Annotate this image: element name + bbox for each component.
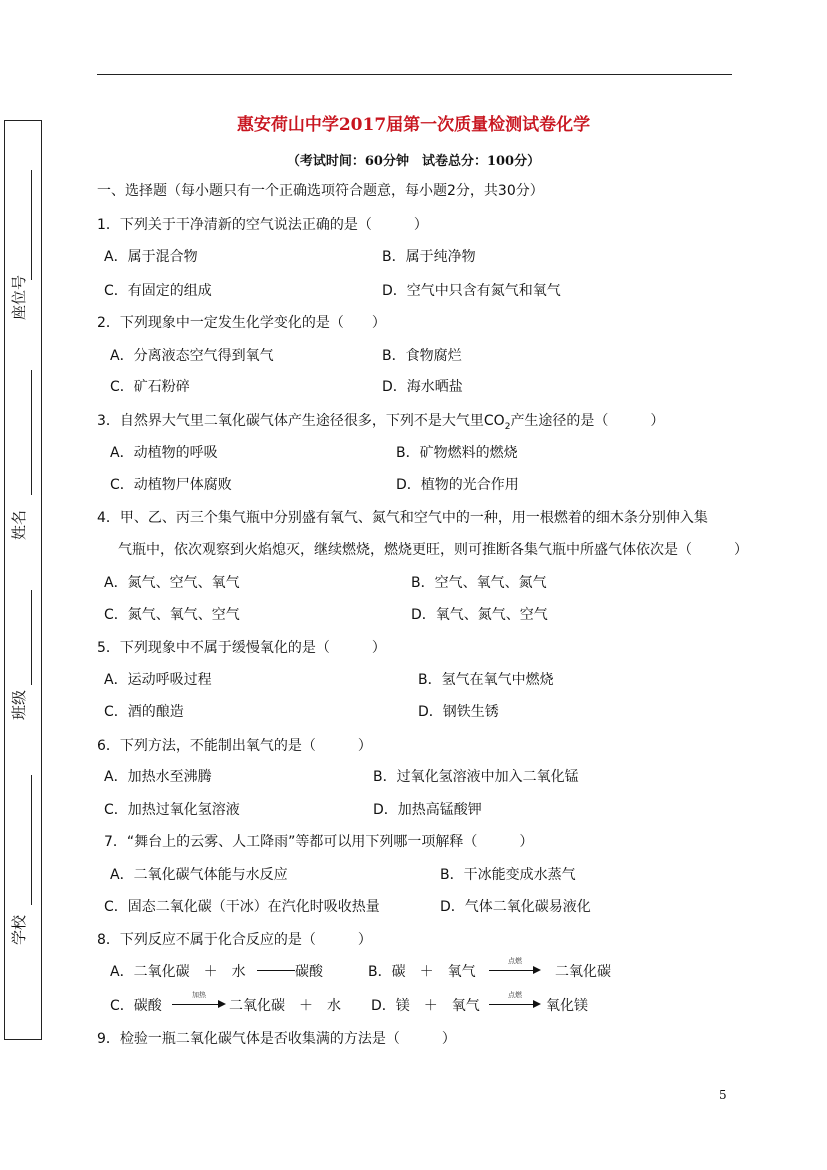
q5-option-b: B．氢气在氧气中燃烧: [418, 672, 554, 688]
q8-option-a-product: 碳酸: [295, 964, 323, 980]
q6-option-d: D．加热高锰酸钾: [373, 802, 482, 818]
section-heading: 一、选择题（每小题只有一个正确选项符合题意，每小题2分，共30分）: [97, 183, 544, 199]
page-number: 5: [719, 1088, 727, 1102]
question-4-continued: 气瓶中，依次观察到火焰熄灭，继续燃烧，燃烧更旺，则可推断各集气瓶中所盛气体依次是（ ）: [118, 542, 748, 558]
school-label: 学校: [10, 914, 28, 945]
q7-option-a: A．二氧化碳气体能与水反应: [110, 867, 288, 883]
q8-option-d-arrow: [489, 991, 541, 1010]
q8-option-b-reactants: B．碳 ＋ 氧气: [368, 964, 476, 980]
q3-option-d: D．植物的光合作用: [396, 477, 519, 493]
q4-option-a: A．氮气、空气、氧气: [104, 575, 240, 591]
q2-option-b: B．食物腐烂: [382, 348, 462, 364]
q6-option-a: A．加热水至沸腾: [104, 769, 212, 785]
q1-option-d: D．空气中只含有氮气和氧气: [382, 283, 561, 299]
q1-option-a: A．属于混合物: [104, 249, 198, 265]
question-5: 5．下列现象中不属于缓慢氧化的是（ ）: [97, 640, 386, 656]
question-8: 8．下列反应不属于化合反应的是（ ）: [97, 932, 372, 948]
q8-option-b-arrow: [489, 957, 541, 976]
q8-option-c-arrow: [172, 991, 226, 1010]
q8-option-d-condition: 点燃: [508, 991, 522, 999]
q5-option-a: A．运动呼吸过程: [104, 672, 212, 688]
q3-option-c: C．动植物尸体腐败: [110, 477, 232, 493]
exam-subtitle: （考试时间：60分钟 试卷总分：100分）: [286, 154, 541, 169]
q8-option-c-products: 二氧化碳 ＋ 水: [229, 998, 341, 1014]
q1-option-c: C．有固定的组成: [104, 283, 212, 299]
q4-option-d: D．氧气、氮气、空气: [411, 607, 548, 623]
q8-option-d-product: 氧化镁: [546, 998, 588, 1014]
school-line: [31, 775, 32, 905]
q2-option-d: D．海水晒盐: [382, 379, 463, 395]
q2-option-a: A．分离液态空气得到氧气: [110, 348, 274, 364]
question-4: 4．甲、乙、丙三个集气瓶中分别盛有氧气、氮气和空气中的一种，用一根燃着的细木条分别伸入集: [97, 510, 708, 526]
q7-option-c: C．固态二氧化碳（干冰）在汽化时吸收热量: [104, 899, 380, 915]
class-line: [31, 590, 32, 685]
question-3: 3．自然界大气里二氧化碳气体产生途径很多，下列不是大气里$CO_2$产生途径的是（ ）: [97, 413, 665, 432]
student-info-box: [4, 120, 42, 1040]
q8-option-b-product: 二氧化碳: [555, 964, 611, 980]
q1-option-b: B．属于纯净物: [382, 249, 476, 265]
q8-option-c-reactants: C．碳酸: [110, 998, 162, 1014]
name-label: 姓名: [10, 509, 28, 540]
q7-option-d: D．气体二氧化碳易液化: [440, 899, 591, 915]
q8-option-a-reactants: A．二氧化碳 ＋ 水: [110, 964, 246, 980]
question-2: 2．下列现象中一定发生化学变化的是（ ）: [97, 315, 386, 331]
header-rule: [97, 74, 732, 75]
name-line: [31, 370, 32, 495]
q5-option-c: C．酒的酿造: [104, 704, 184, 720]
q8-option-c-condition: 加热: [192, 991, 206, 999]
class-label: 班级: [10, 689, 28, 720]
seat-number-line: [31, 170, 32, 280]
seat-number-label: 座位号: [10, 274, 28, 320]
q3-option-b: B．矿物燃料的燃烧: [396, 445, 518, 461]
question-9: 9．检验一瓶二氧化碳气体是否收集满的方法是（ ）: [97, 1031, 456, 1047]
question-7: 7．“舞台上的云雾、人工降雨”等都可以用下列哪一项解释（ ）: [104, 834, 534, 850]
question-1: 1．下列关于干净清新的空气说法正确的是（ ）: [97, 217, 428, 233]
q8-option-b-condition: 点燃: [508, 957, 522, 965]
question-6: 6．下列方法，不能制出氧气的是（ ）: [97, 738, 372, 754]
exam-title: 惠安荷山中学2017届第一次质量检测试卷化学: [236, 115, 591, 135]
q2-option-c: C．矿石粉碎: [110, 379, 190, 395]
q4-option-c: C．氮气、氧气、空气: [104, 607, 240, 623]
q5-option-d: D．钢铁生锈: [418, 704, 499, 720]
q6-option-b: B．过氧化氢溶液中加入二氧化锰: [373, 769, 579, 785]
q4-option-b: B．空气、氧气、氮气: [411, 575, 547, 591]
q6-option-c: C．加热过氧化氢溶液: [104, 802, 240, 818]
q7-option-b: B．干冰能变成水蒸气: [440, 867, 576, 883]
q8-option-a-arrow: [257, 962, 295, 976]
q3-option-a: A．动植物的呼吸: [110, 445, 218, 461]
q8-option-d-reactants: D．镁 ＋ 氧气: [371, 998, 480, 1014]
